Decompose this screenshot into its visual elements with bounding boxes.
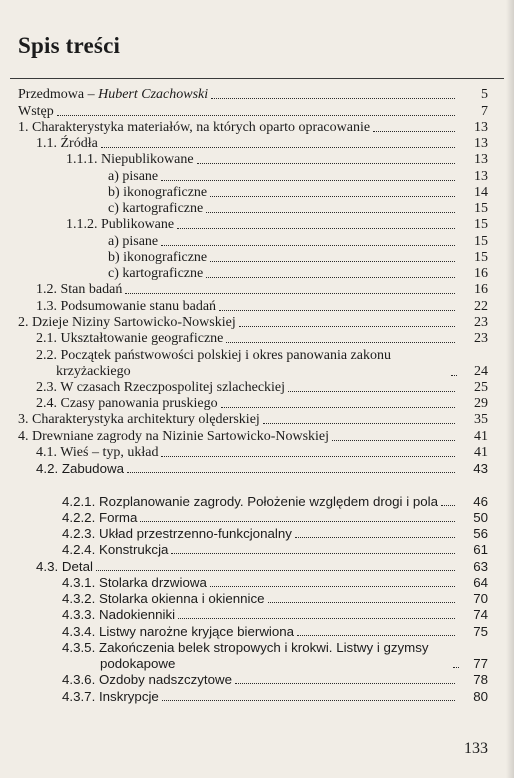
toc-entry[interactable] [0,477,514,510]
page-edge-shadow [506,0,514,778]
toc-entry-page: 46 [473,493,488,509]
toc-entry[interactable] [0,461,514,477]
dot-leader [161,244,455,246]
toc-entry-label: 1.2. Stan badań [36,282,123,298]
toc-entry-page: 50 [473,509,488,525]
toc-entry-page: 13 [474,168,488,184]
dot-leader [101,146,455,148]
toc-entry[interactable] [0,282,514,298]
dot-leader [211,97,455,99]
dot-leader [177,227,455,229]
toc-entry-page: 75 [473,623,488,639]
toc-entry-label: 4.2.1. Rozplanowanie zagrody. Położenie względem drogi i pola [62,493,438,509]
toc-entry-label: 2. Dzieje Niziny Sartowicko-Nowskiej [18,314,236,330]
toc-entry-page: 23 [474,331,488,346]
toc-entry-label: 2.4. Czasy panowania pruskiego [36,396,218,411]
toc-entry-label: 4. Drewniane zagrody na Nizinie Sartowicko-Nowskiej [18,428,330,444]
dot-leader [206,276,455,278]
dot-leader [297,634,455,636]
toc-entry[interactable] [0,510,514,526]
dot-leader [235,682,455,684]
toc-entry-label: 2.2. Początek państwowości polskiej i okres panowania zakonu krzyżackiego [36,347,391,379]
toc-entry[interactable] [0,201,514,217]
toc-entry[interactable] [0,331,514,347]
dot-leader [161,179,455,181]
dot-leader [96,569,455,571]
toc-entry-page: 80 [473,688,488,704]
dot-leader [288,390,455,392]
toc-entry-label: 4.3.4. Listwy narożne kryjące bierwiona [62,623,295,639]
toc-entry-label: 4.3.7. Inskrypcje [62,688,159,704]
toc-entry-page: 24 [474,363,488,379]
toc-entry-page: 22 [474,298,488,314]
dot-leader [239,325,455,327]
toc-entry-label: 2.1. Ukształtowanie geograficzne [36,331,224,346]
dot-leader [161,455,455,457]
toc-entry-label: 3. Charakterystyka architektury olęderskiej [18,412,260,428]
toc-entry[interactable] [0,233,514,249]
toc-entry-page: 13 [474,136,488,151]
toc-entry[interactable] [0,380,514,396]
dot-leader [441,504,455,506]
toc-entry-label: 4.3.6. Ozdoby nadszczytowe [62,672,232,688]
toc-entry-label: 4.3.5. Zakończenia belek stropowych i krokwi. Listwy i gzymsy podokapowe [62,640,429,671]
toc-entry[interactable] [0,315,514,331]
toc-entry-page: 16 [474,282,488,298]
toc-entry[interactable] [0,396,514,412]
toc-entry[interactable] [0,103,514,119]
toc-entry[interactable] [0,688,514,704]
toc-entry-label: 4.3.1. Stolarka drzwiowa [62,574,207,590]
toc-entry[interactable] [0,575,514,591]
dot-leader [162,699,455,701]
toc-entry-label: 4.1. Wieś – typ, układ [36,444,159,460]
toc-entry-label: 1.3. Podsumowanie stanu badań [36,298,217,314]
toc-entry-label: b) ikonograficzne [108,249,208,265]
toc-entry[interactable] [0,526,514,542]
toc-entry-label: c) kartograficzne [108,201,204,216]
toc-entry-label: 4.3. Detal [36,558,93,574]
toc-entry-page: 43 [473,461,488,476]
toc-entry-page: 14 [474,184,488,200]
dot-leader [210,585,455,587]
toc-entry-label: 4.3.2. Stolarka okienna i okiennice [62,591,265,606]
dot-leader [268,601,455,603]
dot-leader [451,374,457,376]
toc-entry[interactable] [0,640,514,673]
toc-entry[interactable] [0,298,514,314]
toc-entry[interactable] [0,168,514,184]
toc-entry[interactable] [0,347,514,380]
toc-entry-page: 15 [474,217,488,233]
toc-entry[interactable] [0,607,514,623]
dot-leader [295,536,455,538]
dot-leader [125,292,455,294]
toc-entry[interactable] [0,672,514,688]
table-of-contents [0,87,514,705]
toc-entry[interactable] [0,445,514,461]
toc-entry[interactable] [0,152,514,168]
toc-entry-page: 7 [481,103,488,119]
toc-entry-page: 15 [474,201,488,216]
toc-entry-page: 61 [473,542,488,558]
toc-entry-page: 29 [474,396,488,411]
toc-entry-page: 15 [474,249,488,265]
dot-leader [263,422,455,424]
toc-entry-label: c) kartograficzne [108,266,204,281]
toc-entry[interactable] [0,542,514,558]
dot-leader [57,114,455,116]
toc-entry[interactable] [0,428,514,444]
toc-entry[interactable] [0,87,514,103]
dot-leader [197,162,455,164]
toc-entry-page: 13 [474,152,488,168]
toc-entry[interactable] [0,412,514,428]
dot-leader [226,341,455,343]
dot-leader [373,130,455,132]
dot-leader [140,520,455,522]
toc-entry[interactable] [0,591,514,607]
toc-entry-label: 4.2.3. Układ przestrzenno-funkcjonalny [62,526,292,541]
dot-leader [171,552,455,554]
toc-entry[interactable] [0,217,514,233]
toc-entry-page: 63 [473,558,488,574]
toc-entry-page: 41 [474,444,488,460]
toc-entry-label: 1.1. Źródła [36,136,98,151]
toc-entry-page: 5 [481,87,488,103]
toc-entry-page: 78 [473,672,488,688]
toc-entry-page: 23 [474,314,488,330]
toc-entry-label: 2.3. W czasach Rzeczpospolitej szlacheckiej [36,379,286,395]
dot-leader [210,195,455,197]
toc-entry-page: 16 [474,266,488,281]
toc-entry[interactable] [0,120,514,136]
dot-leader [219,309,455,311]
toc-entry-page: 56 [473,526,488,541]
page-title: Spis treści [18,33,121,58]
toc-entry-label: Wstęp [18,103,54,119]
toc-entry-page: 77 [473,656,488,671]
toc-entry[interactable] [0,250,514,266]
toc-entry-label: a) pisane [108,233,159,249]
dot-leader [453,666,459,668]
toc-entry-label: 1.1.1. Niepublikowane [66,152,194,168]
toc-entry-page: 64 [473,574,488,590]
dot-leader [332,439,455,441]
title-divider [10,78,504,79]
toc-entry[interactable] [0,558,514,574]
toc-entry[interactable] [0,266,514,282]
toc-entry-label: 1.1.2. Publikowane [66,217,175,233]
dot-leader [127,471,455,473]
toc-entry-page: 15 [474,233,488,249]
toc-entry-label: Przedmowa – Hubert Czachowski [18,87,209,103]
toc-entry[interactable] [0,136,514,152]
dot-leader [206,211,455,213]
toc-entry-label: 4.2. Zabudowa [36,461,124,476]
toc-entry-label: 4.2.4. Konstrukcja [62,542,169,558]
toc-entry-page: 25 [474,379,488,395]
toc-entry-label: b) ikonograficzne [108,184,208,200]
toc-entry[interactable] [0,185,514,201]
toc-entry-label: 4.3.3. Nadokienniki [62,607,176,623]
page-number: 133 [464,740,488,757]
toc-entry-label: 4.2.2. Forma [62,509,138,525]
toc-entry-page: 74 [473,607,488,623]
toc-entry-label: a) pisane [108,168,159,184]
toc-entry-page: 41 [474,428,488,444]
toc-entry-label: 1. Charakterystyka materiałów, na których oparto opracowanie [18,119,371,135]
dot-leader [221,406,455,408]
toc-entry[interactable] [0,623,514,639]
toc-entry-page: 35 [474,412,488,428]
dot-leader [210,260,455,262]
dot-leader [178,617,455,619]
toc-entry-page: 13 [474,119,488,135]
toc-entry-author: Hubert Czachowski [98,87,209,103]
toc-entry-page: 70 [473,591,488,606]
